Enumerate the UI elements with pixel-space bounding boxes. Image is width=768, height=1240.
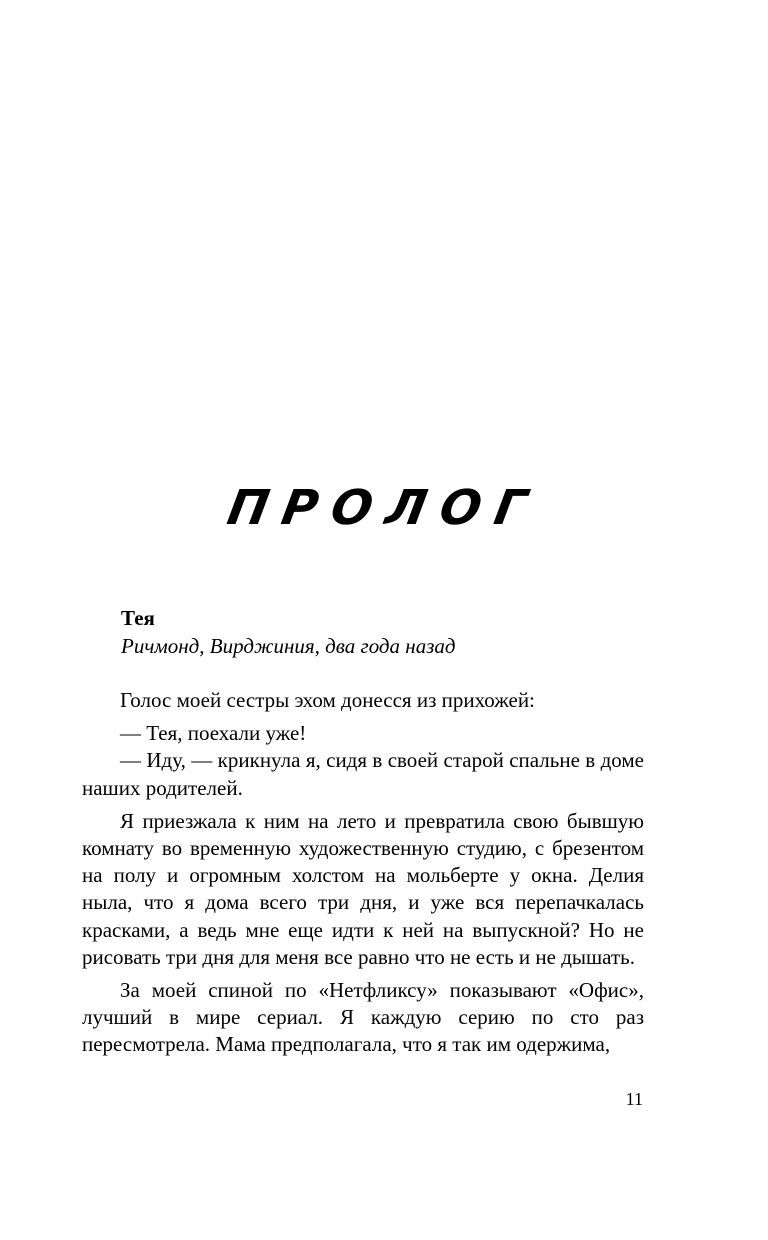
body-text <box>82 687 644 1065</box>
place-and-time: Ричмонд, Вирджиния, два года назад <box>121 634 456 658</box>
paragraph: Я приезжала к ним на лето и превратила свою бывшую комнату во временную художественную студию, с брезентом на полу и огромным холстом на мольберте у окна. Делия ныла, что я дома всего три дня, и уже вся перепачкалась красками, а ведь мне еще идти к ней на выпускной? Но не рисовать три дня для меня все равно что не есть и не дышать. <box>82 808 644 969</box>
page-number: 11 <box>625 1089 643 1109</box>
paragraph: Голос моей сестры эхом донесся из прихожей: <box>120 688 535 712</box>
paragraph: — Иду, — крикнула я, сидя в своей старой спальне в доме наших родителей. <box>82 748 644 800</box>
pov-character: Тея <box>121 606 155 630</box>
chapter-title: ПРОЛОГ <box>223 480 545 536</box>
paragraph: — Тея, поехали уже! <box>120 721 307 746</box>
paragraph: За моей спиной по «Нетфликсу» показывают «Офис», лучший в мире сериал. Я каждую серию по сто раз пересмотрела. Мама предполагала, что я так им одержима, <box>82 978 644 1057</box>
